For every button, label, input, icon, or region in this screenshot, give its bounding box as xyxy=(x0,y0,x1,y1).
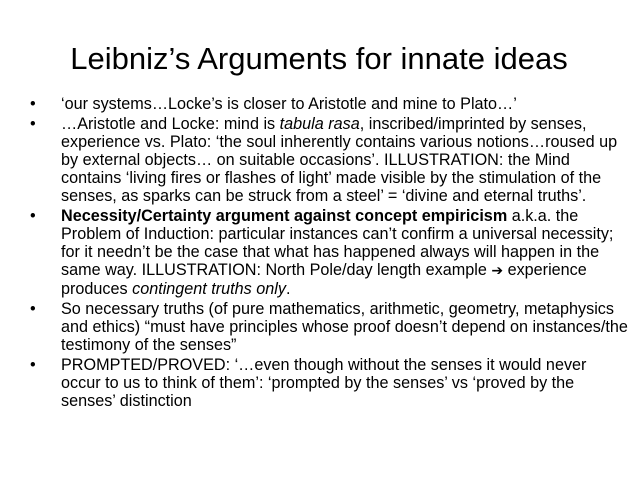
bullet-italic-term: tabula rasa xyxy=(279,115,360,133)
bullet-text-after-arrow: experience produces xyxy=(61,261,587,298)
arrow-right-icon: ➔ xyxy=(491,263,504,279)
bullet-item-3 xyxy=(30,207,630,298)
bullet-list xyxy=(30,95,630,412)
bullet-italic-term: contingent truths only xyxy=(132,280,286,298)
bullet-bold-heading: Necessity/Certainty argument against concept empiricism xyxy=(61,207,508,225)
bullet-text: PROMPTED/PROVED: ‘…even though without the senses it would never occur to us to think of them’: ‘prompted by the senses’ vs ‘proved by the senses’ distinction xyxy=(61,356,587,410)
bullet-text: …Aristotle and Locke: mind is xyxy=(61,115,280,133)
bullet-text-continued: , inscribed/imprinted by senses, experience vs. Plato: ‘the soul inherently contains various notions…roused up by external objects… on suitable occasions’. ILLUSTRATION: the Mind contains ‘living fires or flashes of light’ made visible by the stimulation of the senses, as sparks can be struck from a steel’ = ‘divine and eternal truths’. xyxy=(61,115,618,205)
bullet-icon: • xyxy=(30,300,36,318)
bullet-text: ‘our systems…Locke’s is closer to Aristotle and mine to Plato…’ xyxy=(61,95,517,113)
slide-title: Leibniz’s Arguments for innate ideas xyxy=(70,41,568,76)
bullet-item-2 xyxy=(30,115,630,205)
bullet-text-end: . xyxy=(285,280,291,298)
bullet-text: So necessary truths (of pure mathematics, arithmetic, geometry, metaphysics and ethics) “must have principles whose proof doesn’t depend on instances/the testimony of the senses” xyxy=(61,300,628,354)
bullet-icon: • xyxy=(30,207,36,225)
bullet-icon: • xyxy=(30,95,36,113)
bullet-item-4 xyxy=(30,300,630,354)
bullet-item-1 xyxy=(30,95,630,113)
bullet-item-5 xyxy=(30,356,630,410)
bullet-icon: • xyxy=(30,115,36,133)
bullet-text: a.k.a. the Problem of Induction: particular instances can’t confirm a universal necessity; for it needn’t be the case that what has happened always will happen in the same way. ILLUSTRATION: North Pole/day length example xyxy=(61,207,614,279)
bullet-icon: • xyxy=(30,356,36,374)
